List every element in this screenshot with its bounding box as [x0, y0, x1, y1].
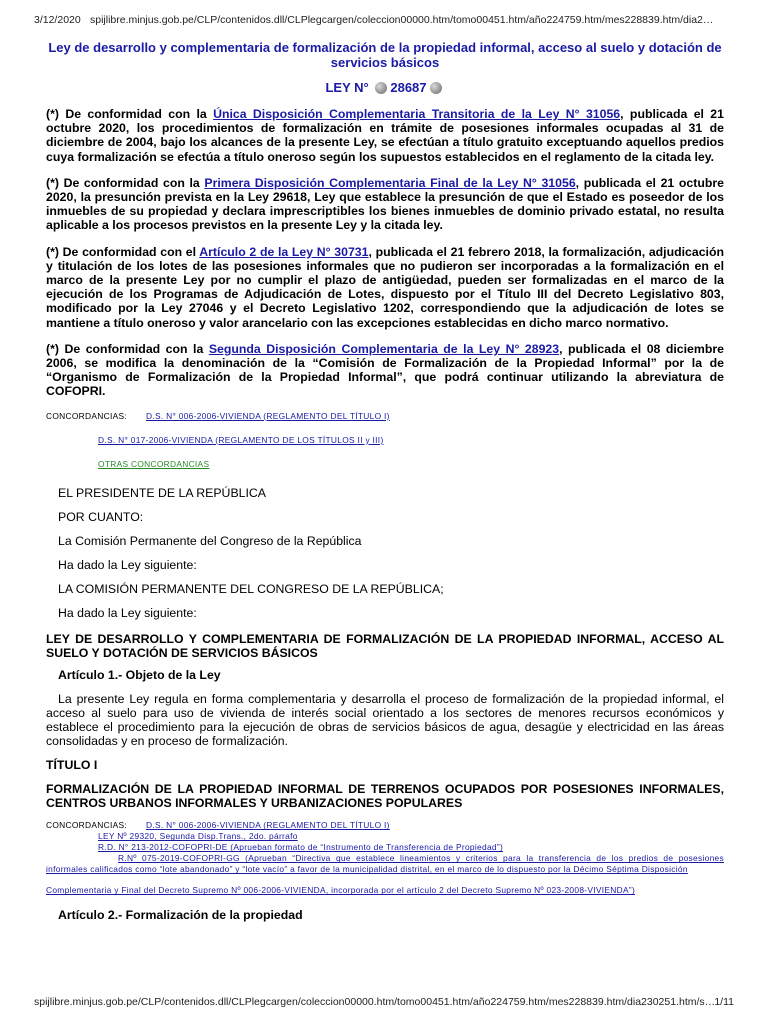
sphere-icon[interactable] — [430, 82, 442, 94]
print-url: spijlibre.minjus.gob.pe/CLP/contenidos.dll/CLPlegcargen/coleccion00000.htm/tomo00451.htm/año224759.htm/mes228839.htm/dia2… — [90, 14, 714, 26]
concordancias-block — [98, 831, 724, 842]
concordancias-block — [98, 459, 724, 470]
concordancia-link[interactable]: D.S. N° 006-2006-VIVIENDA (REGLAMENTO DEL TÍTULO I) — [146, 820, 390, 831]
concordancia-link[interactable]: Complementaria y Final del Decreto Supremo Nº 006-2006-VIVIENDA, incorporada por el artículo 2 del Decreto Supremo Nº 023-2008-VIVIENDA”) — [46, 885, 636, 896]
concordancias-block — [46, 885, 724, 896]
preamble-line: La Comisión Permanente del Congreso de la República — [58, 533, 362, 548]
page-number: 1/11 — [714, 996, 734, 1008]
print-footer — [34, 996, 734, 1008]
note-3 — [46, 245, 724, 330]
concordancia-link[interactable]: R.D. N° 213-2012-COFOPRI-DE (Aprueban formato de “Instrumento de Transferencia de Propiedad”) — [98, 842, 504, 853]
titulo-name: FORMALIZACIÓN DE LA PROPIEDAD INFORMAL DE TERRENOS OCUPADOS POR POSESIONES INFORMALES, CENTROS URBANOS INFORMALES Y URBANIZACIONES POPULARES — [46, 782, 724, 811]
note-text: , publicada el 21 febrero 2018, la formalización, adjudicación y titulación de los lotes de las posesiones informales que no pudieron ser incorporadas a la formalización en el marco de la presente Ley por no cumplir el plazo de antigüedad, pueden ser formalizadas en el marco de la ejecución de los Programas de Adjudicación de Lotes, dispuesto por el Título III del Decreto Legislativo 803, modificado por la Ley 27046 y el Decreto Legislativo 1202, correspondiendo que la adjudicación de lotes se mantiene a título oneroso y valor arancelario con las excepciones establecidas en dicho marco normativo. — [46, 244, 724, 330]
note-text: (*) De conformidad con la — [46, 175, 205, 190]
concordancia-link[interactable]: D.S. N° 006-2006-VIVIENDA (REGLAMENTO DEL TÍTULO I) — [146, 410, 390, 421]
law-number-value: 28687 — [390, 80, 427, 95]
note-text: (*) De conformidad con la — [46, 107, 214, 121]
preamble-line: Ha dado la Ley siguiente: — [58, 605, 197, 620]
law-heading: LEY DE DESARROLLO Y COMPLEMENTARIA DE FORMALIZACIÓN DE LA PROPIEDAD INFORMAL, ACCESO AL SUELO Y DOTACIÓN DE SERVICIOS BÁSICOS — [46, 631, 724, 660]
concordancias-block — [46, 820, 724, 831]
law-number — [46, 80, 724, 95]
concordancias-label: CONCORDANCIAS: — [46, 820, 127, 831]
concordancia-link[interactable]: D.S. N° 017-2006-VIVIENDA (REGLAMENTO DE LOS TÍTULOS II y III) — [98, 434, 384, 445]
concordancia-link[interactable]: R.Nº 075-2019-COFOPRI-GG (Aprueban “Directiva que establece lineamientos y criterios para la transferencia de los predios de posesiones informales calificados como “lote abandonado” y “lote vacío” a favor de la municipalidad distrital, en el marco de lo dispuesto por la Décimo Séptima Disposición — [46, 853, 724, 875]
preamble-line: EL PRESIDENTE DE LA REPÚBLICA — [58, 485, 266, 500]
print-date: 3/12/2020 — [34, 14, 81, 26]
document-body — [46, 40, 724, 932]
note-text: , publicada el 08 diciembre 2006, se modifica la denominación de la “Comisión de Formalización de la Propiedad Informal” por la de “Organismo de Formalización de la Propiedad Informal”, que podrá continuar utilizando la abreviatura de COFOPRI. — [46, 341, 724, 399]
document-title: Ley de desarrollo y complementaria de formalización de la propiedad informal, acceso al suelo y dotación de servicios básicos — [48, 40, 722, 70]
titulo-heading: TÍTULO I — [46, 758, 98, 773]
note-link[interactable]: Segunda Disposición Complementaria de la Ley N° 28923 — [208, 341, 560, 356]
note-link[interactable]: Primera Disposición Complementaria Final de la Ley N° 31056 — [204, 175, 576, 190]
concordancias-block — [46, 411, 724, 422]
note-text: , publicada el 21 octubre 2020, los procedimientos de formalización en trámite de posesiones informales ocupadas al 31 de diciembre de 2004, bajo los alcances de la presente Ley, se efectúan a título gratuito exceptuando aquellos predios cuya formalización se efectúa a título oneroso según los supuestos establecidos en el reglamento de la citada ley. — [46, 107, 724, 164]
concordancias-block — [98, 435, 724, 446]
preamble-line: POR CUANTO: — [58, 509, 144, 524]
footer-url: spijlibre.minjus.gob.pe/CLP/contenidos.dll/CLPlegcargen/coleccion00000.htm/tomo00451.htm/año224759.htm/mes228839.htm/dia230251.htm/s… — [34, 996, 716, 1008]
law-label: LEY N° — [325, 80, 369, 95]
note-link[interactable]: Única Disposición Complementaria Transitoria de la Ley N° 31056 — [213, 107, 621, 121]
note-2 — [46, 176, 724, 233]
concordancia-link[interactable]: LEY Nº 29320, Segunda Disp.Trans., 2do. párrafo — [98, 831, 298, 842]
article-1-title: Artículo 1.- Objeto de la Ley — [58, 667, 221, 682]
article-2-title: Artículo 2.- Formalización de la propiedad — [58, 908, 303, 923]
note-link[interactable]: Artículo 2 de la Ley N° 30731 — [199, 244, 369, 259]
note-1 — [46, 107, 724, 164]
sphere-icon[interactable] — [375, 82, 387, 94]
print-header — [34, 14, 734, 26]
otras-concordancias-link[interactable]: OTRAS CONCORDANCIAS — [98, 458, 210, 469]
concordancias-block — [46, 853, 724, 875]
note-text: , publicada el 21 octubre 2020, la presunción prevista en la Ley 29618, Ley que establece la presunción de que el Estado es poseedor de los inmuebles de su propiedad y declara imprescriptibles los bienes inmuebles de dominio privado estatal, no resulta aplicable a los procesos previstos en la presente Ley y la citada ley. — [46, 175, 724, 233]
article-1-text: La presente Ley regula en forma complementaria y desarrolla el proceso de formalización de la propiedad informal, el acceso al suelo para uso de vivienda de interés social orientado a los sectores de menores recursos económicos y establece el procedimiento para la ejecución de obras de servicios básicos de agua, desagüe y electricidad en las áreas consolidadas y en proceso de formalización. — [46, 691, 724, 749]
concordancias-label: CONCORDANCIAS: — [46, 410, 127, 421]
preamble-line: LA COMISIÓN PERMANENTE DEL CONGRESO DE LA REPÚBLICA; — [58, 581, 444, 596]
concordancias-block — [98, 842, 724, 853]
preamble-line: Ha dado la Ley siguiente: — [58, 557, 197, 572]
note-text: (*) De conformidad con la — [46, 341, 209, 356]
note-text: (*) De conformidad con el — [46, 244, 200, 259]
note-4 — [46, 342, 724, 399]
